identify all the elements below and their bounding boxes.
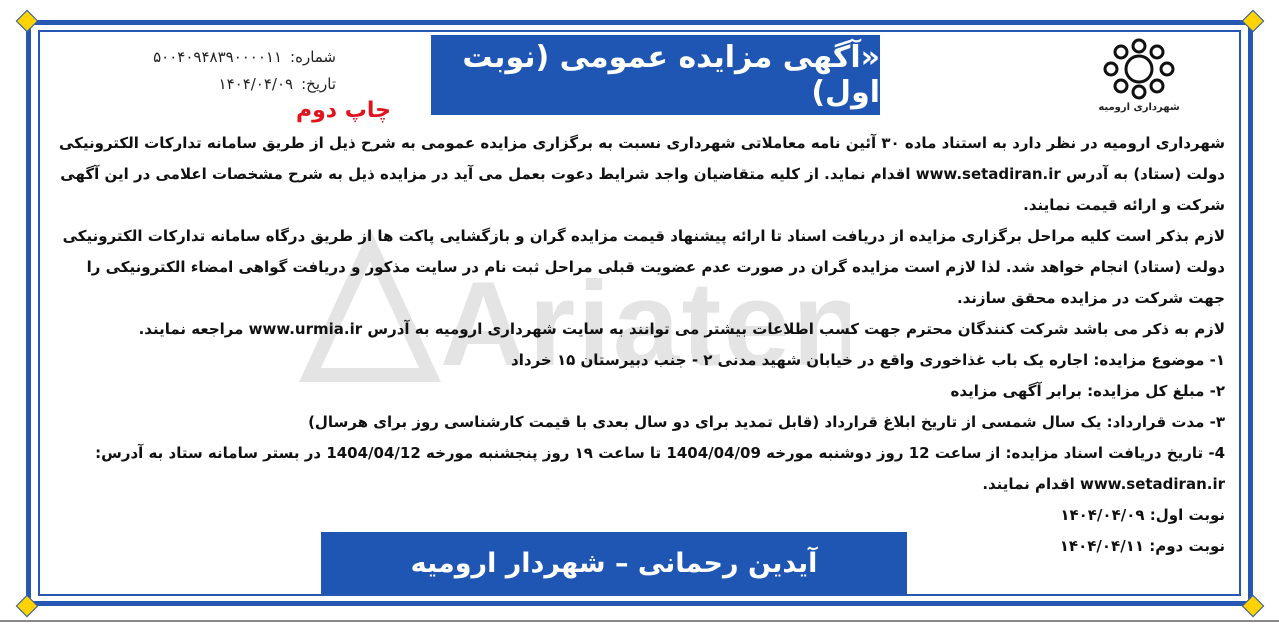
turn-second: نوبت دوم: ۱۴۰۴/۰۴/۱۱ [1059,537,1225,555]
signature-box [321,532,907,594]
item-duration: ۳- مدت قرارداد: یک سال شمسی از تاریخ ابلاغ قرارداد (قابل تمدید برای دو سال بعدی با قیمت کارشناسی روز برای هرسال) [308,413,1225,431]
paragraph-info: لازم به ذکر می باشد شرکت کنندگان محترم جهت کسب اطلاعات بیشتر می توانند به سایت شهرداری ارومیه به آدرس www.urmia.ir مراجعه نمایند. [138,320,1225,338]
page-title-text: «آگهی مزایده عمومی (نوبت اول) [462,40,880,110]
svg-text:Ariatender: Ariaten [440,257,850,391]
page-title [431,35,880,115]
paragraph-process: لازم بذکر است کلیه مراحل برگزاری مزایده از دریافت اسناد تا ارائه پیشنهاد قیمت مزایده گران و بازگشایی پاکت ها از طریق درگاه سامانه تدارکات الکترونیکی دولت (ستاد) انجام خواهد شد. لذا لازم است مزایده گران در صورت عدم عضویت قبلی مراحل ثبت نام در سایت مذکور و دریافت گواهی امضاء الکترونیکی را جهت شرکت در مزایده محقق سازند. [62,227,1225,307]
municipality-logo [1085,38,1193,120]
item-amount: ۲- مبلغ کل مزایده: برابر آگهی مزایده [950,382,1225,400]
signature-text: آیدین رحمانی – شهردار ارومیه [410,547,818,579]
document-meta [66,44,336,98]
item-document-date: 4- تاریخ دریافت اسناد مزایده: از ساعت 12 روز دوشنبه مورخه 1404/04/09 تا ساعت ۱۹ روز پنجشنبه مورخه 1404/04/12 در بستر سامانه ستاد به آدرس: www.setadiran.ir اقدام نمایند. [95,444,1225,493]
date-label: تاریخ: [301,75,336,93]
announcement-body [53,128,1225,562]
page-bottom-rule [0,620,1279,622]
date-value: ۱۴۰۴/۰۴/۰۹ [218,75,294,93]
second-print-badge: چاپ دوم [296,98,391,123]
logo-caption: شهرداری ارومیه [1098,102,1180,113]
logo-emblem-icon [1099,38,1179,100]
turn-first: نوبت اول: ۱۴۰۴/۰۴/۰۹ [1060,506,1225,524]
number-label: شماره: [290,48,336,66]
item-subject: ۱- موضوع مزایده: اجاره یک باب غذاخوری واقع در خیابان شهید مدنی ۲ - جنب دبیرستان ۱۵ خرداد [511,351,1225,369]
paragraph-intro: شهرداری ارومیه در نظر دارد به استناد ماده ۳۰ آئین نامه معاملاتی شهرداری نسبت به برگزاری مزایده عمومی به شرح ذیل از طریق سامانه تدارکات الکترونیکی دولت (ستاد) به آدرس www.setadiran.ir اقدام نماید. از کلیه متقاضیان واجد شرایط دعوت بعمل می آید در مزایده ذیل به شرح مشخصات اعلامی در این آگهی شرکت و ارائه قیمت نمایند. [59,134,1225,214]
number-value: ۵۰۰۴۰۹۴۸۳۹۰۰۰۰۱۱ [153,48,283,66]
